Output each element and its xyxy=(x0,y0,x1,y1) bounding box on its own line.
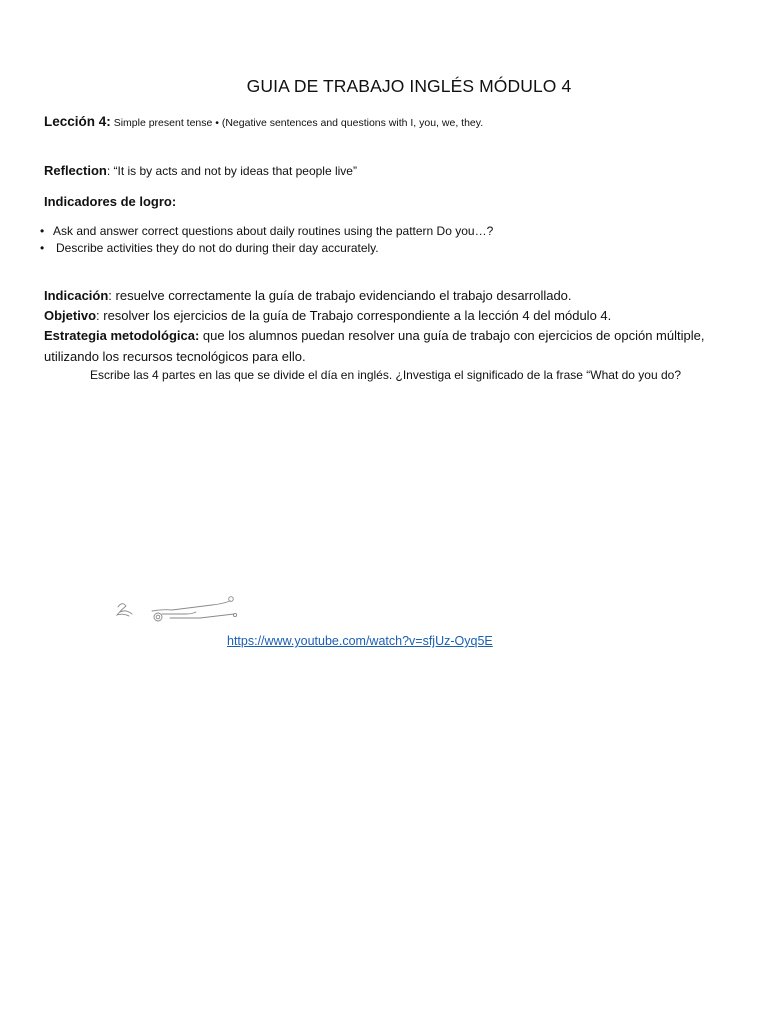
list-item-text: Ask and answer correct questions about daily routines using the pattern Do you…? xyxy=(53,224,494,238)
reflection-quote: : “It is by acts and not by ideas that people live” xyxy=(106,164,357,178)
lesson-text: Simple present tense • (Negative sentences and questions with I, you, we, they. xyxy=(110,117,484,129)
estrategia-line xyxy=(44,326,704,346)
estrategia-label: Estrategia metodológica: xyxy=(44,328,200,343)
list-item xyxy=(40,240,493,257)
indicacion-line xyxy=(44,286,572,306)
list-item xyxy=(40,223,493,240)
reflection-label: Reflection xyxy=(44,163,107,178)
signature-scribble-icon xyxy=(110,592,250,628)
youtube-link[interactable]: https://www.youtube.com/watch?v=sfjUz-Oyq5E xyxy=(227,634,493,648)
list-item-text: Describe activities they do not do during their day accurately. xyxy=(56,241,379,255)
bullet-icon: • xyxy=(40,241,45,255)
lesson-line xyxy=(44,114,483,129)
reflection-line xyxy=(44,163,357,178)
indicacion-label: Indicación xyxy=(44,288,109,303)
lesson-label: Lección 4: xyxy=(44,114,111,129)
bullet-icon: • xyxy=(40,224,45,238)
document-title: GUIA DE TRABAJO INGLÉS MÓDULO 4 xyxy=(246,76,572,96)
estrategia-line-2: utilizando los recursos tecnológicos para ello. xyxy=(44,349,306,364)
estrategia-text: que los alumnos puedan resolver una guía de trabajo con ejercicios de opción múltiple, xyxy=(199,328,705,343)
achievement-indicators-list xyxy=(40,223,493,257)
exercise-instruction: Escribe las 4 partes en las que se divide el día en inglés. ¿Investiga el significado de la frase “What do you do? xyxy=(90,368,682,382)
indicadores-heading: Indicadores de logro: xyxy=(44,194,177,209)
objetivo-label: Objetivo xyxy=(44,308,97,323)
objetivo-text: : resolver los ejercicios de la guía de Trabajo correspondiente a la lección 4 del módulo 4. xyxy=(96,308,612,323)
objetivo-line xyxy=(44,306,611,326)
indicacion-text: : resuelve correctamente la guía de trabajo evidenciando el trabajo desarrollado. xyxy=(108,288,572,303)
